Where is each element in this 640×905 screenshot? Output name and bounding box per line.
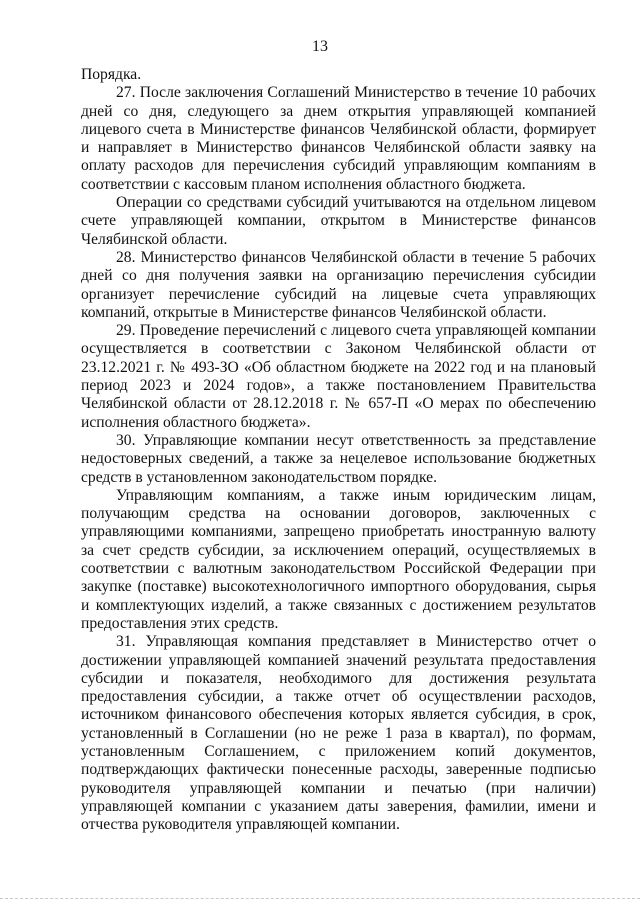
paragraph-continuation: Порядка. <box>81 66 142 83</box>
paragraph-clause-31: 31. Управляющая компания представляет в Министерство отчет о достижении управляющей компанией значений результата предоставления субсидии и показателя, необходимого для достижения результата предоставления субсидии, а также отчет об осуществлении расходов, источником финансового обеспечения которых является субсидия, в срок, установленный в Соглашении (но не реже 1 раза в квартал), по формам, установленным Соглашением, с приложением копий документов, подтверждающих фактически понесенные расходы, заверенные подписью руководителя управляющей компании и печатью (при наличии) управляющей компании с указанием даты заверения, фамилии, имени и отчества руководителя управляющей компании. <box>81 633 596 834</box>
paragraph-clause-27: 27. После заключения Соглашений Министерство в течение 10 рабочих дней со дня, следующего за днем открытия управляющей компанией лицевого счета в Министерстве финансов Челябинской области, формирует и направляет в Министерство финансов Челябинской области заявку на оплату расходов для перечисления субсидий управляющим компаниям в соответствии с кассовым планом исполнения областного бюджета. <box>81 84 596 193</box>
paragraph-subsidy-operations: Операции со средствами субсидий учитываются на отдельном лицевом счете управляющей компании, открытом в Министерстве финансов Челябинской области. <box>81 194 596 248</box>
paragraph-clause-30: 30. Управляющие компании несут ответственность за представление недостоверных сведений, а также за нецелевое использование бюджетных средств в установленном законодательством порядке. <box>81 431 596 486</box>
bottom-border-line <box>0 898 640 899</box>
paragraph-clause-29: 29. Проведение перечислений с лицевого счета управляющей компании осуществляется в соответствии с Законом Челябинской области от 23.12.2021 г. № 493-ЗО «Об областном бюджете на 2022 год и на плановый период 2023 и 2024 годов», а также постановлением Правительства Челябинской области от 28.12.2018 г. № 657-П «О мерах по обеспечению исполнения областного бюджета». <box>81 322 596 431</box>
paragraph-currency-restriction: Управляющим компаниям, а также иным юридическим лицам, получающим средства на основании договоров, заключенных с управляющими компаниями, запрещено приобретать иностранную валюту за счет средств субсидии, за исключением операций, осуществляемых в соответствии с валютным законодательством Российской Федерации при закупке (поставке) высокотехнологичного импортного оборудования, сырья и комплектующих изделий, а также связанных с достижением результатов предоставления этих средств. <box>81 486 596 632</box>
page-number: 13 <box>312 38 328 55</box>
paragraph-clause-28: 28. Министерство финансов Челябинской области в течение 5 рабочих дней со дня получения заявки на организацию перечисления субсидии организует перечисление субсидий на лицевые счета управляющих компаний, открытые в Министерстве финансов Челябинской области. <box>81 248 596 321</box>
document-body <box>81 66 596 834</box>
